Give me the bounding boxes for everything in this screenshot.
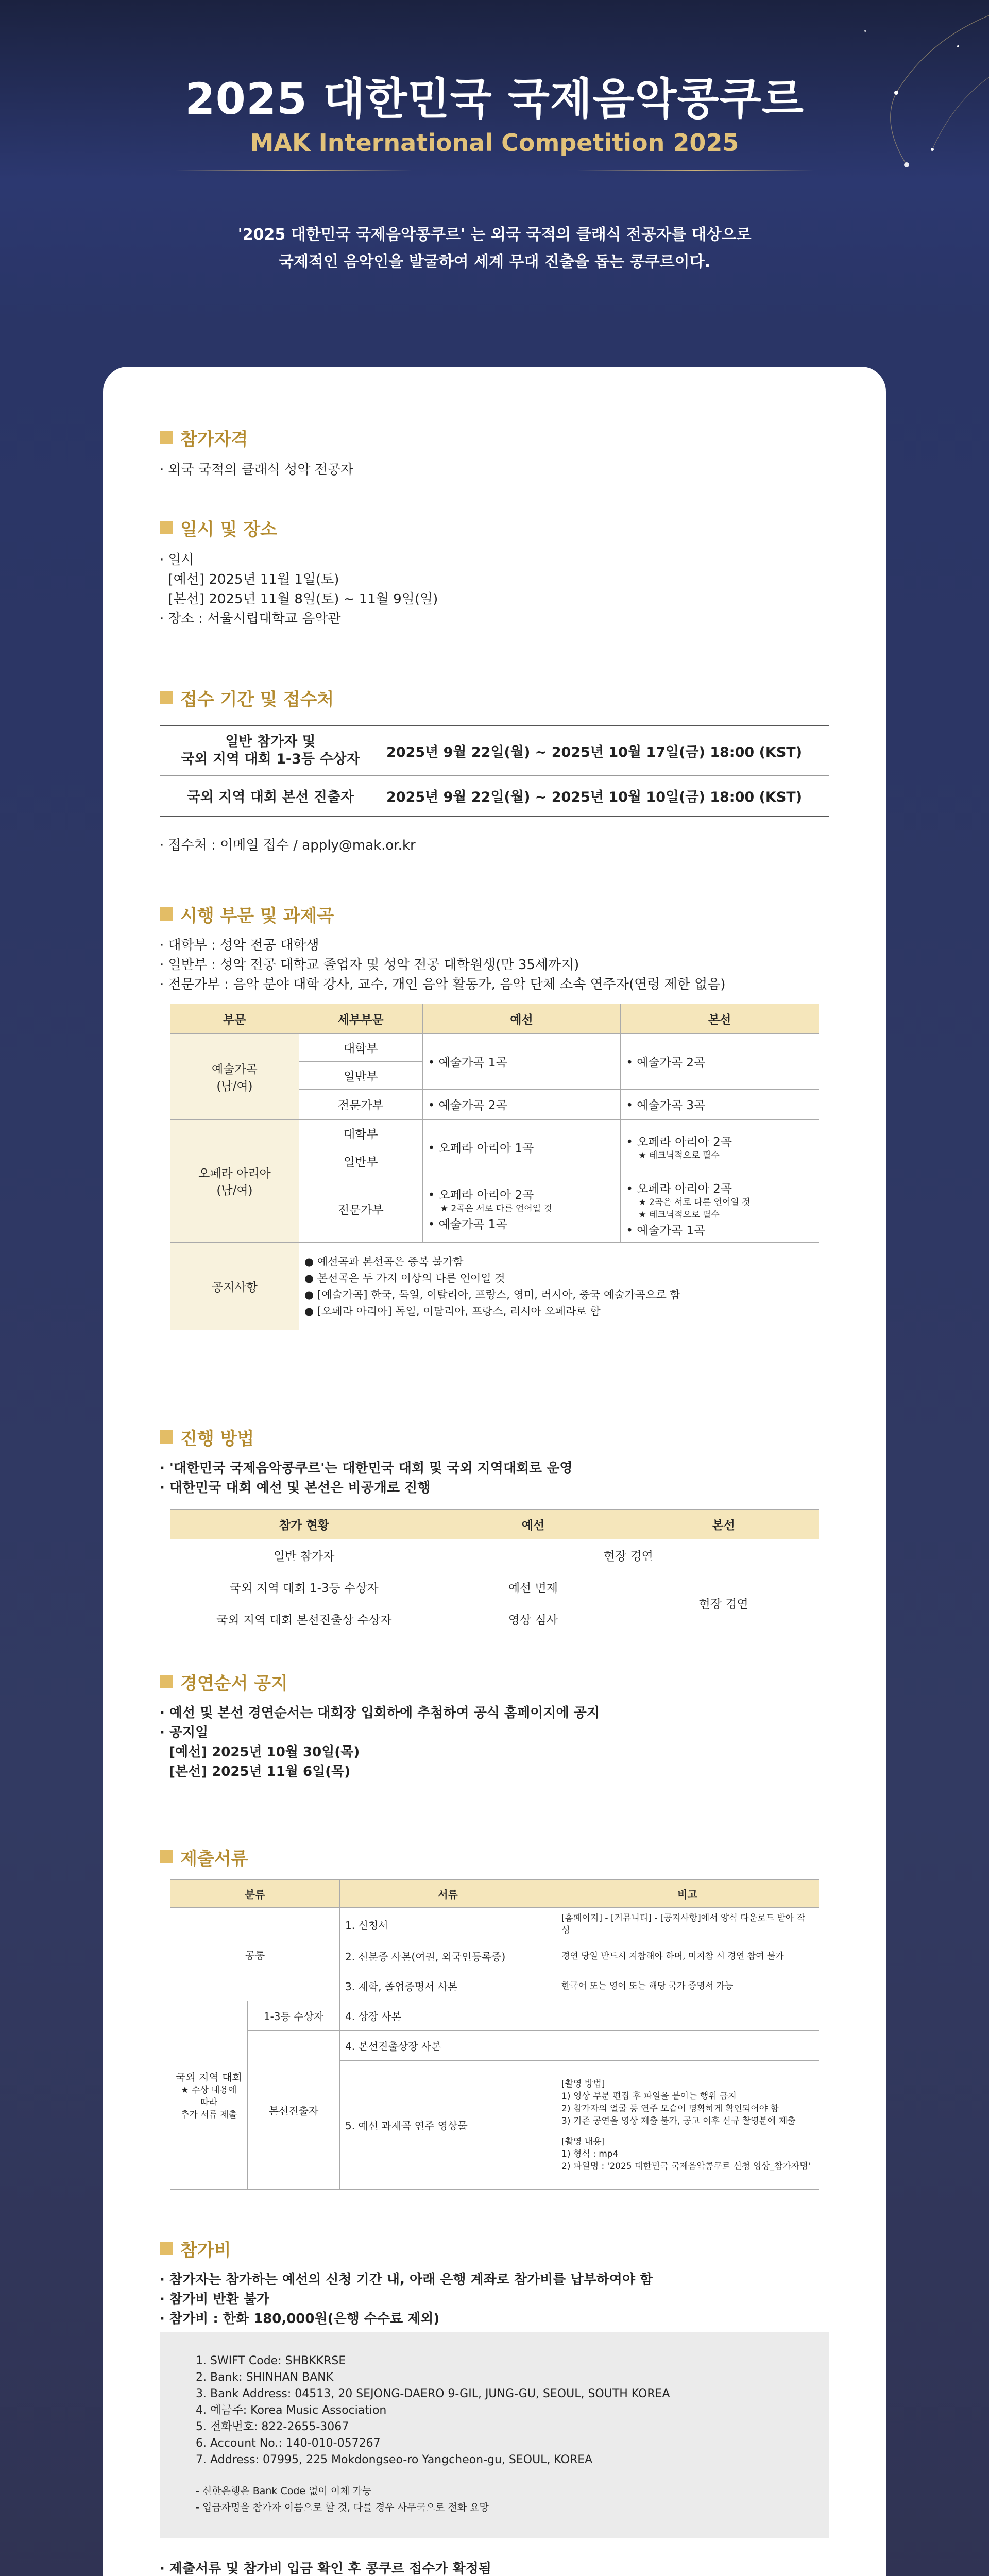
- section-title: 진행 방법: [160, 1426, 829, 1448]
- square-bullet-icon: [160, 431, 173, 444]
- cell-line: • 예술가곡 1곡: [626, 1224, 706, 1238]
- bank-line: 4. 예금주: Korea Music Association: [196, 2404, 387, 2417]
- table-row: [170, 2001, 819, 2031]
- notice-line: ● [오페라 아리아] 독일, 이탈리아, 프랑스, 러시아 오페라로 함: [304, 1304, 601, 1317]
- section-date-place: [160, 516, 829, 629]
- cell-line: • 오페라 아리아 2곡: [626, 1182, 732, 1196]
- square-bullet-icon: [160, 521, 173, 534]
- header: [0, 0, 989, 371]
- table-row: [160, 776, 829, 816]
- section-title: 참가비: [160, 2237, 829, 2260]
- table-cell: 3. 재학, 졸업증명서 사본: [340, 1971, 556, 2001]
- square-bullet-icon: [160, 1850, 173, 1863]
- intro-line: 국제적인 음악인을 발굴하여 세계 무대 진출을 돕는 콩쿠르이다.: [279, 252, 710, 271]
- table-cell: 일반부: [299, 1147, 422, 1175]
- table-cell: 공지사항: [170, 1243, 299, 1330]
- intro-line: '2025 대한민국 국제음악콩쿠르' 는 외국 국적의 클래식 전공자를 대상으로: [237, 226, 752, 244]
- table-header: 세부부문: [299, 1004, 422, 1034]
- table-row: [170, 1120, 819, 1147]
- table-header: 예선: [438, 1510, 628, 1539]
- cell-line: 1) 영상 부분 편집 후 파일을 붙이는 행위 금지: [561, 2091, 737, 2102]
- section-title: 접수 기간 및 접수처: [160, 686, 829, 709]
- section-title: 경연순서 공지: [160, 1670, 829, 1693]
- table-cell: 경연 당일 반드시 지참해야 하며, 미지참 시 경연 참여 불가: [556, 1941, 819, 1971]
- bank-line: 7. Address: 07995, 225 Mokdongseo-ro Yangcheon-gu, SEOUL, KOREA: [196, 2453, 593, 2466]
- text-line: [예선] 2025년 10월 30일(목): [160, 1744, 360, 1760]
- progress-table: [170, 1509, 819, 1635]
- text-line: [본선] 2025년 11월 6일(목): [160, 1764, 351, 1780]
- table-cell: 일반 참가자 및 국외 지역 대회 1-3등 수상자: [160, 725, 381, 776]
- table-cell: [556, 2031, 819, 2061]
- table-header: 참가 현황: [170, 1510, 438, 1539]
- table-cell: 5. 예선 과제곡 연주 영상물: [340, 2061, 556, 2190]
- table-cell: [556, 2061, 819, 2190]
- square-bullet-icon: [160, 1430, 173, 1444]
- section-eligibility: [160, 426, 829, 480]
- table-cell: 공통: [170, 1908, 340, 2001]
- table-cell: 4. 상장 사본: [340, 2001, 556, 2031]
- table-cell: 2025년 9월 22일(월) ~ 2025년 10월 10일(금) 18:00 (KST): [381, 776, 829, 816]
- categories-table: [170, 1004, 819, 1330]
- table-cell: 1-3등 수상자: [248, 2001, 340, 2031]
- notice-line: ● [예술가곡] 한국, 독일, 이탈리아, 프랑스, 영미, 러시아, 중국 예술가곡으로 함: [304, 1288, 680, 1301]
- cell-line: 2) 참가자의 얼굴 등 연주 모습이 명확하게 확인되어야 함: [561, 2103, 779, 2114]
- square-bullet-icon: [160, 2242, 173, 2255]
- table-cell: 전문가부: [299, 1090, 422, 1120]
- table-cell: 4. 본선진출상장 사본: [340, 2031, 556, 2061]
- table-cell: [170, 2001, 248, 2190]
- section-categories: [160, 903, 829, 1330]
- divider: [175, 170, 412, 171]
- page-title: 2025 대한민국 국제음악콩쿠르: [185, 74, 804, 124]
- table-row: [170, 1539, 819, 1571]
- table-header: 본선: [621, 1004, 819, 1034]
- content-card: [103, 367, 886, 2576]
- text-line: · 예선 및 본선 경연순서는 대회장 입회하에 추첨하여 공식 홈페이지에 공지: [160, 1705, 600, 1721]
- text-line: · 장소 : 서울시립대학교 음악관: [160, 611, 341, 626]
- square-bullet-icon: [160, 691, 173, 704]
- table-cell: 일반 참가자: [170, 1539, 438, 1571]
- bank-line: 1. SWIFT Code: SHBKKRSE: [196, 2354, 346, 2367]
- text-line: · 대한민국 대회 예선 및 본선은 비공개로 진행: [160, 1480, 431, 1496]
- documents-table: [170, 1879, 819, 2190]
- cell-line: 국외 지역 대회: [176, 2071, 242, 2083]
- table-cell: [621, 1120, 819, 1175]
- table-cell: 2. 신분증 사본(여권, 외국인등록증): [340, 1941, 556, 1971]
- table-cell: [299, 1243, 819, 1330]
- intro-text: [185, 222, 804, 276]
- table-cell: 국외 지역 대회 본선 진출자: [160, 776, 381, 816]
- cell-note: ★ 테크닉적으로 필수: [638, 1150, 720, 1161]
- cell-note: ★ 2곡은 서로 다른 언어일 것: [440, 1204, 552, 1214]
- table-cell: 국외 지역 대회 1-3등 수상자: [170, 1571, 438, 1603]
- table-header: 분류: [170, 1880, 340, 1908]
- section-order-notice: [160, 1670, 829, 1782]
- table-cell: 현장 경연: [438, 1539, 819, 1571]
- bank-line: 2. Bank: SHINHAN BANK: [196, 2371, 334, 2384]
- table-cell: • 예술가곡 2곡: [621, 1034, 819, 1090]
- text-line: · '대한민국 국제음악콩쿠르'는 대한민국 대회 및 국외 지역대회로 운영: [160, 1461, 573, 1476]
- table-cell: • 예술가곡 3곡: [621, 1090, 819, 1120]
- table-row: [170, 1034, 819, 1062]
- table-cell: 예선 면제: [438, 1571, 628, 1603]
- notice-line: ● 예선곡과 본선곡은 중복 불가함: [304, 1255, 464, 1268]
- table-cell: 한국어 또는 영어 또는 해당 국가 증명서 가능: [556, 1971, 819, 2001]
- table-cell: 1. 신청서: [340, 1908, 556, 1941]
- divider: [577, 170, 814, 171]
- square-bullet-icon: [160, 907, 173, 921]
- text-line: · 참가자는 참가하는 예선의 신청 기간 내, 아래 은행 계좌로 참가비를 납부하여야 함: [160, 2272, 653, 2287]
- bank-note: - 입금자명을 참가자 이름으로 할 것, 다를 경우 사무국으로 전화 요망: [196, 2502, 489, 2513]
- table-cell: 대학부: [299, 1034, 422, 1062]
- section-title: 제출서류: [160, 1845, 829, 1868]
- text-line: [본선] 2025년 11월 8일(토) ~ 11월 9일(일): [160, 591, 438, 607]
- text-line: · 제출서류 및 참가비 입금 확인 후 콩쿠르 접수가 확정됨: [160, 2561, 491, 2576]
- cell-note: ★ 수상 내용에 따라: [181, 2085, 237, 2108]
- text-line: [예선] 2025년 11월 1일(토): [160, 572, 339, 587]
- text-line: · 참가비 반환 불가: [160, 2292, 269, 2307]
- page-subtitle: MAK International Competition 2025: [250, 129, 739, 157]
- table-cell: 오페라 아리아 (남/여): [170, 1120, 299, 1243]
- table-cell: 현장 경연: [628, 1571, 819, 1635]
- section-title: 일시 및 장소: [160, 516, 829, 539]
- table-row: [170, 1243, 819, 1330]
- table-row: [170, 1571, 819, 1603]
- table-row: [170, 2031, 819, 2061]
- registration-table: [160, 725, 829, 817]
- text-line: · 대학부 : 성악 전공 대학생: [160, 938, 319, 953]
- table-cell: 대학부: [299, 1120, 422, 1147]
- table-cell: • 예술가곡 1곡: [422, 1034, 621, 1090]
- table-row: [170, 1908, 819, 1941]
- text-line: · 공지일: [160, 1725, 209, 1740]
- table-cell: • 예술가곡 2곡: [422, 1090, 621, 1120]
- cell-line: 2) 파일명 : '2025 대한민국 국제음악콩쿠르 신청 영상_참가자명': [561, 2161, 811, 2172]
- table-header-row: [170, 1880, 819, 1908]
- text-line: · 외국 국적의 클래식 성악 전공자: [160, 462, 354, 478]
- cell-note: 추가 서류 제출: [180, 2110, 237, 2120]
- bank-line: 5. 전화번호: 822-2655-3067: [196, 2420, 349, 2433]
- text-line: · 일시: [160, 552, 194, 568]
- table-header-row: [170, 1510, 819, 1539]
- section-progress: [160, 1426, 829, 1635]
- table-cell: 국외 지역 대회 본선진출상 수상자: [170, 1603, 438, 1635]
- section-title: 참가자격: [160, 426, 829, 449]
- bank-line: 6. Account No.: 140-010-057267: [196, 2437, 381, 2450]
- cell-line: • 오페라 아리아 2곡: [626, 1136, 732, 1149]
- bank-info-box: [160, 2332, 829, 2538]
- section-documents: [160, 1845, 829, 2190]
- cell-line: [촬영 방법]: [561, 2078, 605, 2089]
- cell-line: [촬영 내용]: [561, 2136, 605, 2147]
- cell-note: ★ 2곡은 서로 다른 언어일 것: [638, 1197, 751, 1208]
- cell-line: • 오페라 아리아 2곡: [428, 1189, 534, 1202]
- section-title: 시행 부문 및 과제곡: [160, 903, 829, 925]
- text-line: · 접수처 : 이메일 접수 / apply@mak.or.kr: [160, 838, 416, 853]
- table-cell: [홈페이지] - [커뮤니티] - [공지사항]에서 양식 다운로드 받아 작성: [556, 1908, 819, 1941]
- table-cell: [556, 2001, 819, 2031]
- table-cell: 전문가부: [299, 1175, 422, 1243]
- table-cell: 영상 심사: [438, 1603, 628, 1635]
- table-cell: • 오페라 아리아 1곡: [422, 1120, 621, 1175]
- cell-line: 1) 형식 : mp4: [561, 2148, 619, 2159]
- text-line: · 전문가부 : 음악 분야 대학 강사, 교수, 개인 음악 활동가, 음악 단체 소속 연주자(연령 제한 없음): [160, 977, 726, 992]
- table-header: 예선: [422, 1004, 621, 1034]
- bank-note: - 신한은행은 Bank Code 없이 이체 가능: [196, 2485, 372, 2497]
- table-header: 서류: [340, 1880, 556, 1908]
- table-cell: 일반부: [299, 1062, 422, 1090]
- cell-line: • 예술가곡 1곡: [428, 1218, 507, 1231]
- table-header: 부문: [170, 1004, 299, 1034]
- section-fee: [160, 2237, 829, 2576]
- table-cell: [422, 1175, 621, 1243]
- cell-line: 3) 기존 공연을 영상 제출 불가, 공고 이후 신규 촬영분에 제출: [561, 2115, 796, 2126]
- table-header: 비고: [556, 1880, 819, 1908]
- table-cell: 본선진출자: [248, 2031, 340, 2190]
- text-line: · 일반부 : 성악 전공 대학교 졸업자 및 성악 전공 대학원생(만 35세까지): [160, 957, 579, 973]
- square-bullet-icon: [160, 1675, 173, 1688]
- cell-note: ★ 테크닉적으로 필수: [638, 1210, 720, 1220]
- table-cell: [621, 1175, 819, 1243]
- table-cell: 2025년 9월 22일(월) ~ 2025년 10월 17일(금) 18:00 (KST): [381, 725, 829, 776]
- table-header-row: [170, 1004, 819, 1034]
- table-row: [160, 725, 829, 776]
- section-registration: [160, 686, 829, 856]
- bank-line: 3. Bank Address: 04513, 20 SEJONG-DAERO 9-GIL, JUNG-GU, SEOUL, SOUTH KOREA: [196, 2387, 670, 2400]
- table-cell: 예술가곡 (남/여): [170, 1034, 299, 1120]
- text-line: · 참가비 : 한화 180,000원(은행 수수료 제외): [160, 2311, 440, 2327]
- table-header: 본선: [628, 1510, 819, 1539]
- notice-line: ● 본선곡은 두 가지 이상의 다른 언어일 것: [304, 1272, 505, 1284]
